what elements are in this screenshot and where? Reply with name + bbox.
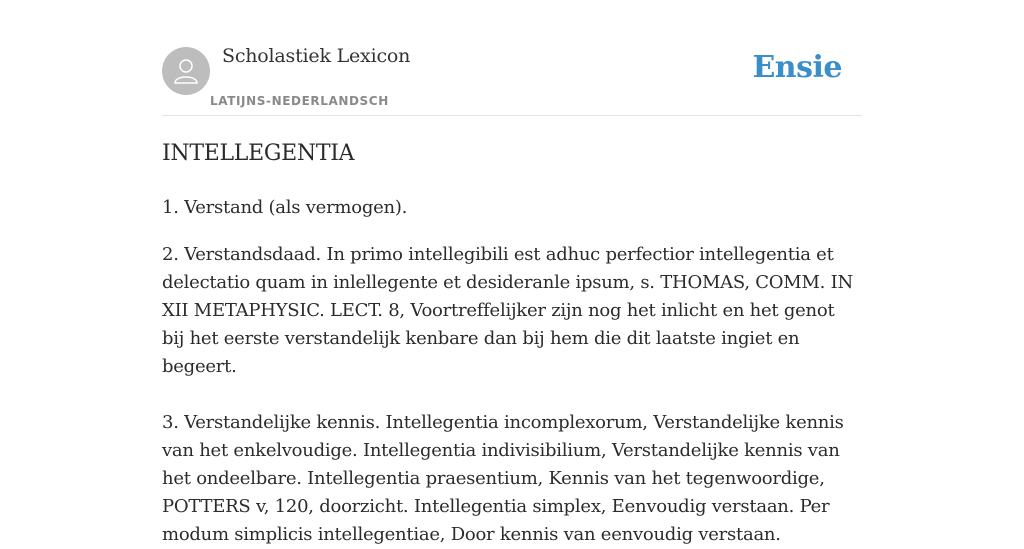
user-icon xyxy=(171,56,201,86)
header xyxy=(162,0,862,116)
definitions xyxy=(162,194,862,549)
brand-logo[interactable]: Ensie xyxy=(752,50,842,85)
definition-item: 2. Verstandsdaad. In primo intellegibili est adhuc perfectior intellegentia et delectatio quam in inlellegente et desideranle ipsum, s. THOMAS, COMM. IN XII METAPHYSIC. LECT. 8, Voortreffelijker zijn nog het inlicht en het genot bij het eerste verstandelijk kenbare dan bij hem die dit laatste ingiet en begeert. xyxy=(162,244,853,377)
page xyxy=(162,0,862,545)
lexicon-subtitle: LATIJNS-NEDERLANDSCH xyxy=(210,94,389,108)
entry-title: INTELLEGENTIA xyxy=(162,141,355,166)
lexicon-title[interactable]: Scholastiek Lexicon xyxy=(222,45,411,67)
avatar[interactable] xyxy=(162,47,210,95)
definition-item: 1. Verstand (als vermogen). xyxy=(162,197,408,218)
definition-item: 3. Verstandelijke kennis. Intellegentia incomplexorum, Verstandelijke kennis van het enkelvoudige. Intellegentia indivisibilium, Verstandelijke kennis van het ondeelbare. Intellegentia praesentium, Kennis van het tegenwoordige, POTTERS v, 120, doorzicht. Intellegentia simplex, Eenvoudig verstaan. Per modum simplicis intellegentiae, Door kennis van eenvoudig verstaan. xyxy=(162,412,844,545)
